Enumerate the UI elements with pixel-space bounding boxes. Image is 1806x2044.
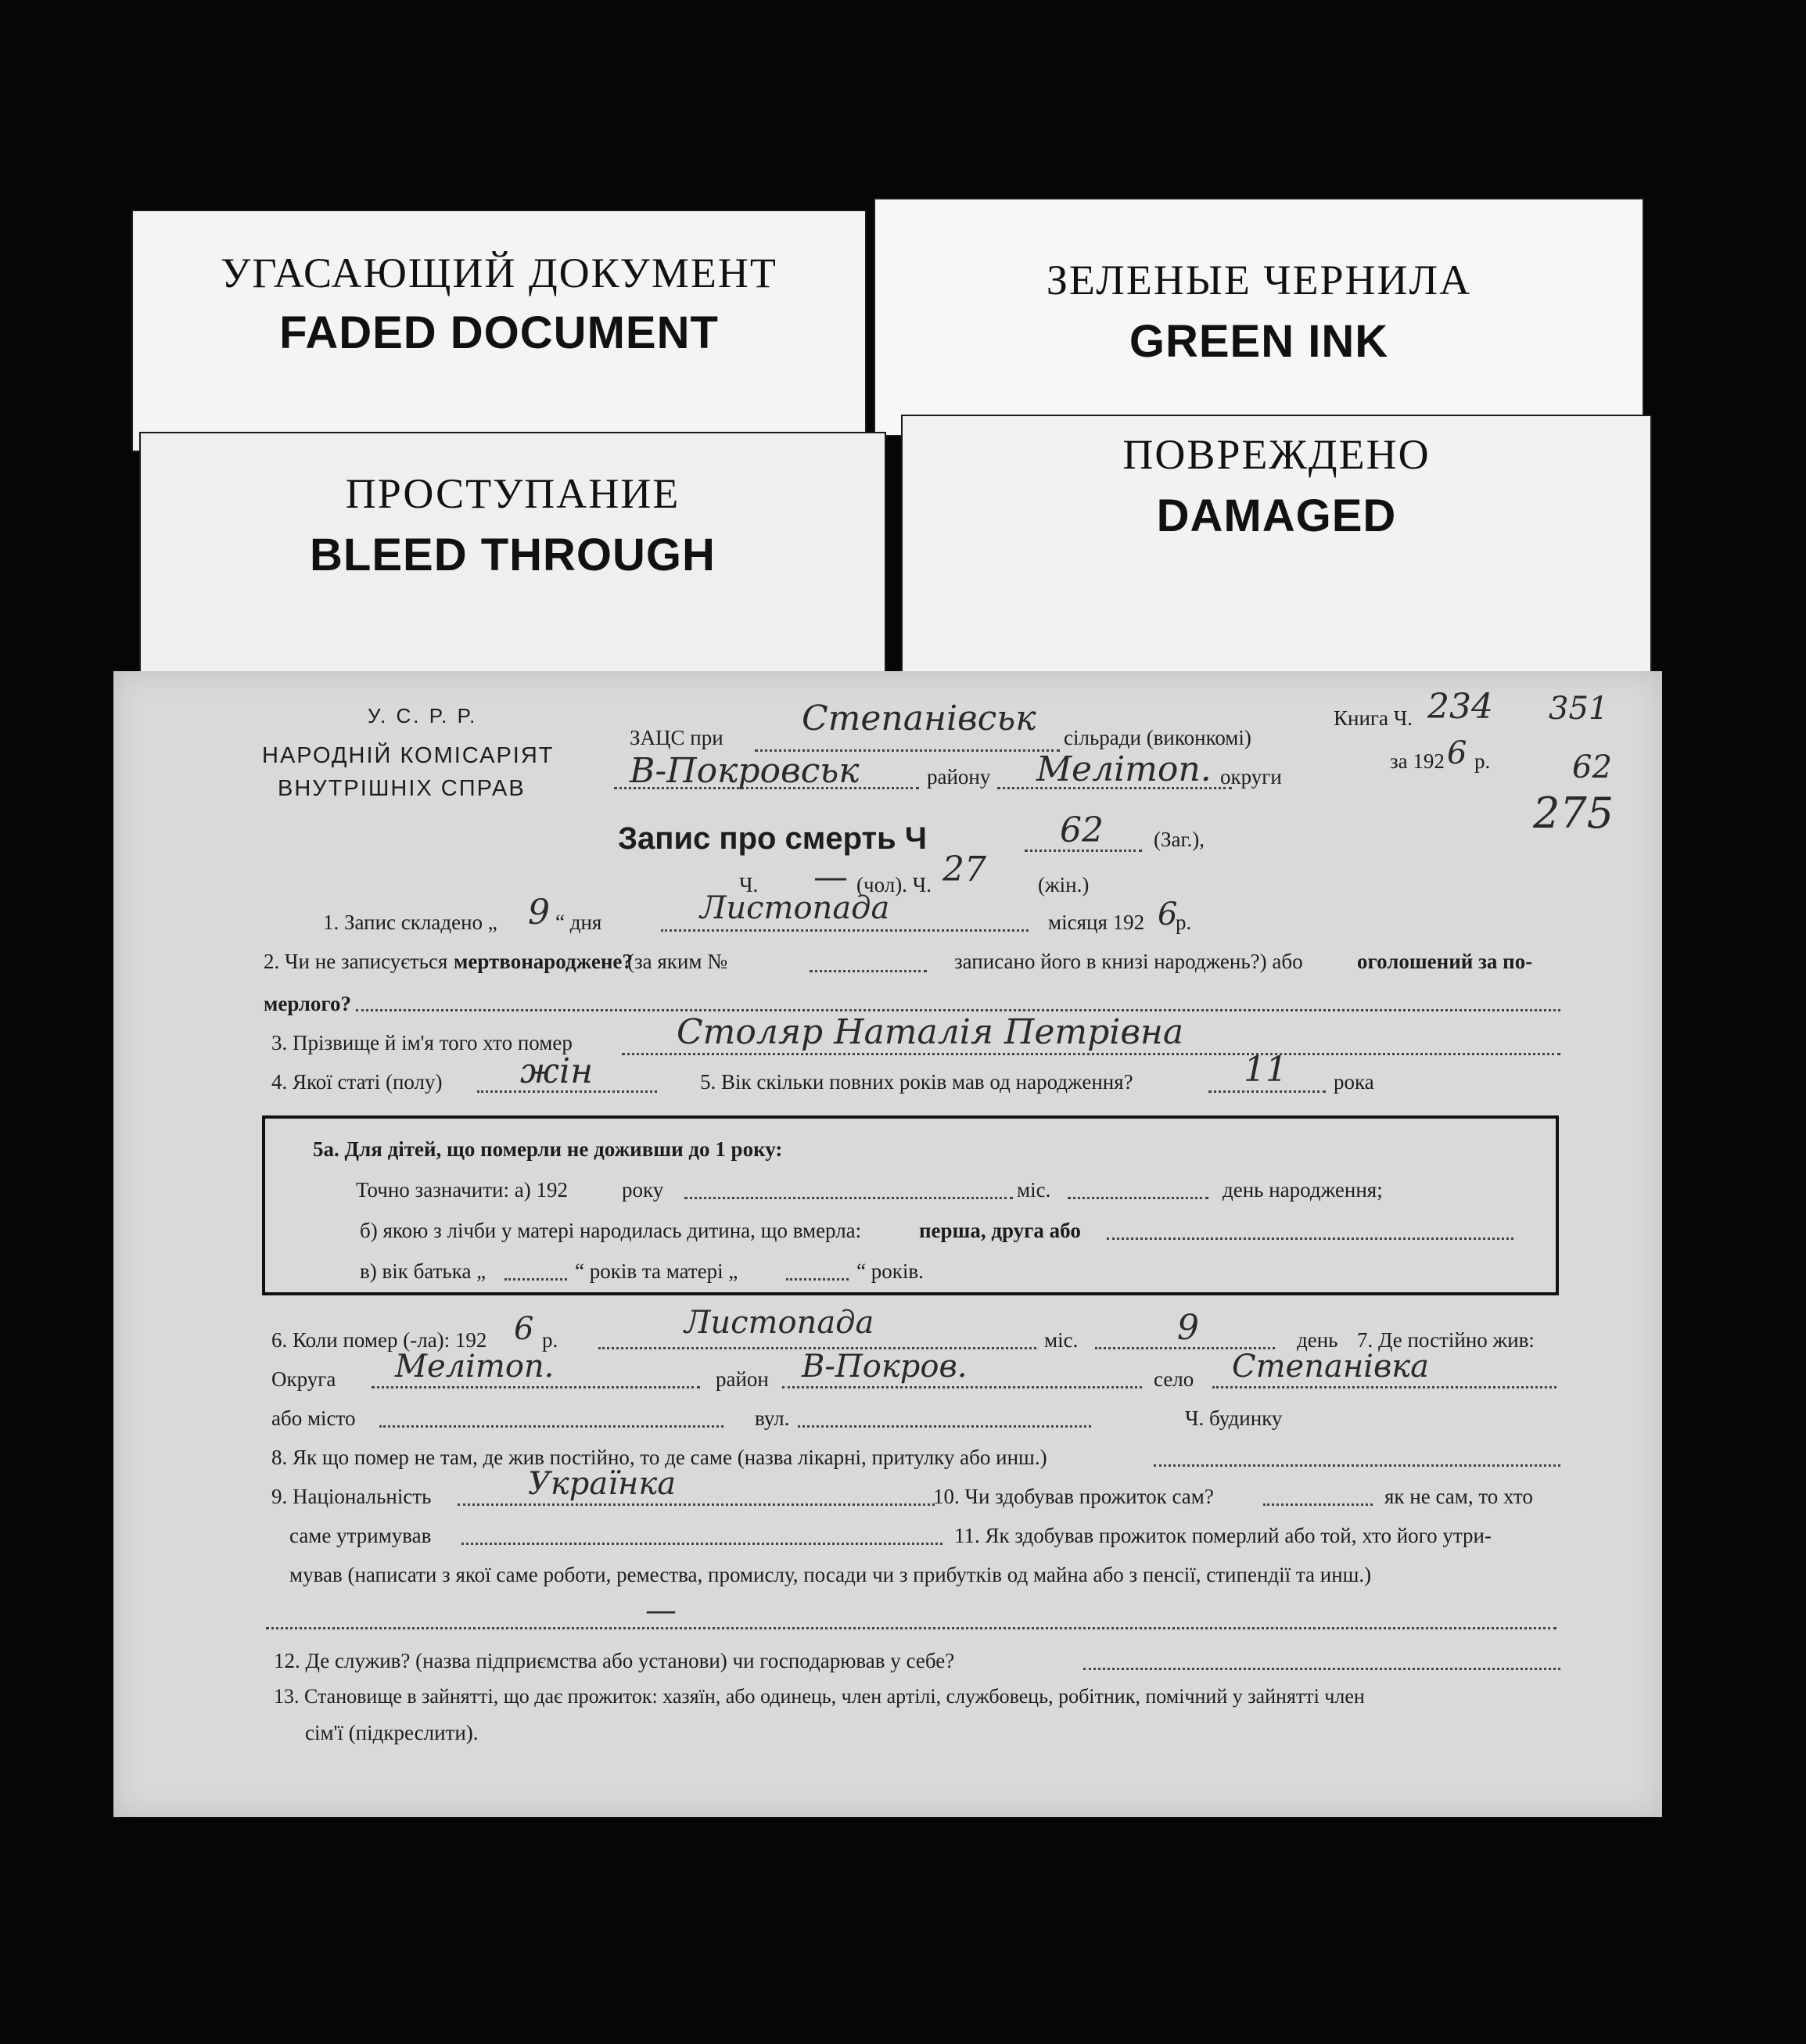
item-6-day-label: день [1297,1328,1338,1352]
year-value: 6 [1447,735,1467,771]
selo-label: село [1154,1367,1194,1391]
damaged-label-en: DAMAGED [1156,490,1397,541]
corner-note-3: 275 [1533,789,1614,838]
zag-label: (Заг.), [1154,828,1205,851]
year-suffix: р. [1474,749,1491,773]
item-1-label: 1. Запис складено „ [323,911,497,934]
female-label: (жін.) [1038,873,1090,896]
item-2-line2-dots [356,1009,1560,1011]
green-ink-card [874,198,1644,436]
corner-note-1: 351 [1549,691,1609,727]
item-3-line [622,1053,1560,1055]
district-value: В-Покровськ [630,751,860,791]
okrug-header-line [997,787,1232,789]
item-5a-line2-dots [1107,1238,1513,1240]
item-1-suffix: р. [1176,911,1192,934]
item-1-day: 9 [528,893,550,932]
item-5a-line1-dots [684,1197,1013,1199]
item-2-label: 2. Чи не записується [264,950,448,973]
item-12-label: 12. Де служив? (назва підприємства або установи) чи господарював у себе? [274,1649,955,1672]
item-5a-title: 5а. Для дітей, що померли не доживши до 1 року: [313,1137,783,1161]
item-13-line2: сім'ї (підкреслити). [305,1721,479,1744]
item-3-label: 3. Прізвище й ім'я того хто помер [271,1031,573,1054]
item-1-month-line [661,929,1029,932]
okrug-header-value: Мелітоп. [1036,749,1212,789]
item-5a-mother-dots [786,1278,849,1281]
item-5a-line1-c: міс. [1017,1178,1051,1202]
department-label: ВНУТРІШНІХ СПРАВ [278,776,526,801]
district-line [614,787,919,789]
raion-line [782,1386,1142,1388]
male-label: (чол). Ч. [856,873,932,896]
item-5a-line3-b: “ років та матері „ [575,1259,738,1283]
item-10-line [1263,1503,1373,1506]
district-label: району [927,765,991,789]
item-2-bold: мертвонароджене? [454,950,633,973]
item-2-line2: мерлого? [264,992,351,1015]
year-label: за 192 [1390,749,1445,773]
item-5a-line2: б) якою з лічби у матері народилась дитина, що вмерла: [360,1219,862,1242]
item-6-label: 6. Коли помер (-ла): 192 [271,1328,487,1352]
bleed-through-card [139,432,886,682]
bleed-label-en: BLEED THROUGH [310,530,716,580]
item-2-rest: записано його в книзі народжень?) або [954,950,1303,973]
item-13-label: 13. Становище в зайнятті, що дає прожиток: хазяїн, або одинець, член артілі, службовець, робітник, помічний у зайнятті член [274,1685,1365,1708]
item-5a-line1-b: року [622,1178,664,1202]
record-number-line [1025,850,1142,852]
item-8-label: 8. Як що помер не там, де жив постійно, то де саме (назва лікарні, притулку або инш.) [271,1446,1047,1469]
house-label: Ч. будинку [1185,1406,1283,1430]
okrug-header-label: округи [1220,765,1282,789]
item-10-label: 10. Чи здобував прожиток сам? [933,1485,1214,1508]
vul-line [798,1425,1091,1428]
item-6-year: 6 [514,1311,534,1347]
ch-label: Ч. [739,873,759,896]
item-6-suffix: р. [542,1328,558,1352]
item-2-line [810,970,927,972]
book-label: Книга Ч. [1334,706,1413,730]
item-1-year: 6 [1158,896,1178,932]
item-11-label: 11. Як здобував прожиток померлий або той, хто його утри- [954,1524,1492,1547]
item-4-value: жін [520,1051,594,1091]
green-label-ru: ЗЕЛЕНЫЕ ЧЕРНИЛА [1046,257,1472,304]
item-7-label: 7. Де постійно жив: [1357,1328,1535,1352]
item-6-day: 9 [1177,1308,1199,1348]
death-record-form [113,671,1662,1817]
council-label: сільради (виконкомі) [1064,726,1251,749]
item-9-value: Українка [528,1466,677,1502]
item-1-month-label: місяця 192 [1048,911,1145,934]
misto-line [379,1425,723,1428]
item-5a-line1-d: день народження; [1223,1178,1383,1202]
faded-label-en: FADED DOCUMENT [279,307,719,358]
record-number: 62 [1060,810,1104,850]
item-11-value: — [645,1593,677,1629]
book-value: 234 [1427,687,1493,727]
item-5-value: 11 [1244,1050,1287,1090]
item-5-label: 5. Вік скільки повних років мав од народження? [700,1070,1133,1094]
item-8-line [1154,1464,1560,1467]
damaged-label-ru: ПОВРЕЖДЕНО [1122,431,1431,478]
item-9-label: 9. Національність [271,1485,432,1508]
item-4-label: 4. Якої статі (полу) [271,1070,443,1094]
item-11-line3 [266,1627,1556,1629]
okrug-line [372,1386,700,1388]
okrug-value: Мелітоп. [395,1349,555,1385]
female-count: 27 [942,850,986,889]
green-label-en: GREEN INK [1129,316,1389,367]
form-title: Запис про смерть Ч [618,821,927,856]
item-5a-line1-a: Точно зазначити: а) 192 [356,1178,568,1202]
item-6-month-label: міс. [1044,1328,1079,1352]
raion-label: район [716,1367,769,1391]
item-10-rest: як не сам, то хто [1384,1485,1533,1508]
corner-note-2: 62 [1572,749,1612,785]
bleed-label-ru: ПРОСТУПАНИЕ [345,470,680,517]
damaged-card [901,415,1652,681]
selo-line [1212,1386,1556,1388]
item-9-line [458,1503,935,1506]
item-1-day-label: “ дня [555,911,602,934]
item-2-mid: (за яким № [627,950,727,973]
item-2-bold2: оголошений за по- [1357,950,1533,973]
item-5-line [1208,1090,1326,1093]
male-count: — [813,857,848,897]
item-10-line2-dots [461,1543,942,1545]
raion-value: В-Покров. [802,1349,968,1385]
item-10-line2: саме утримував [289,1524,432,1547]
item-5a-line3-c: “ років. [856,1259,924,1283]
zags-label: ЗАЦС при [630,726,723,749]
item-5a-line1-dots2 [1068,1197,1208,1199]
faded-label-ru: УГАСАЮЩИЙ ДОКУМЕНТ [221,250,777,296]
commissariat-label: НАРОДНІЙ КОМІСАРІЯТ [262,743,555,768]
item-11-line2: мував (написати з якої саме роботи, ремества, промислу, посади чи з прибутків од майна або з пенсії, стипендії та инш.) [289,1563,1372,1586]
item-5-suffix: рока [1334,1070,1374,1094]
faded-document-card [131,210,867,452]
item-1-month: Листопада [700,890,890,926]
okrug-label: Округа [271,1367,336,1391]
republic-label: У. С. Р. Р. [368,704,478,727]
vul-label: вул. [755,1406,790,1430]
selo-value: Степанівка [1232,1349,1429,1385]
item-12-line [1083,1668,1560,1670]
item-3-value: Столяр Наталія Петрівна [677,1012,1184,1052]
zags-value: Степанівськ [802,699,1036,738]
item-6-month: Листопада [684,1305,874,1341]
item-5a-father-dots [504,1278,567,1281]
item-5a-line3-a: в) вік батька „ [360,1259,487,1283]
misto-label: або місто [271,1406,356,1430]
item-5a-line2-bold: перша, друга або [919,1219,1081,1242]
item-4-line [477,1090,657,1093]
